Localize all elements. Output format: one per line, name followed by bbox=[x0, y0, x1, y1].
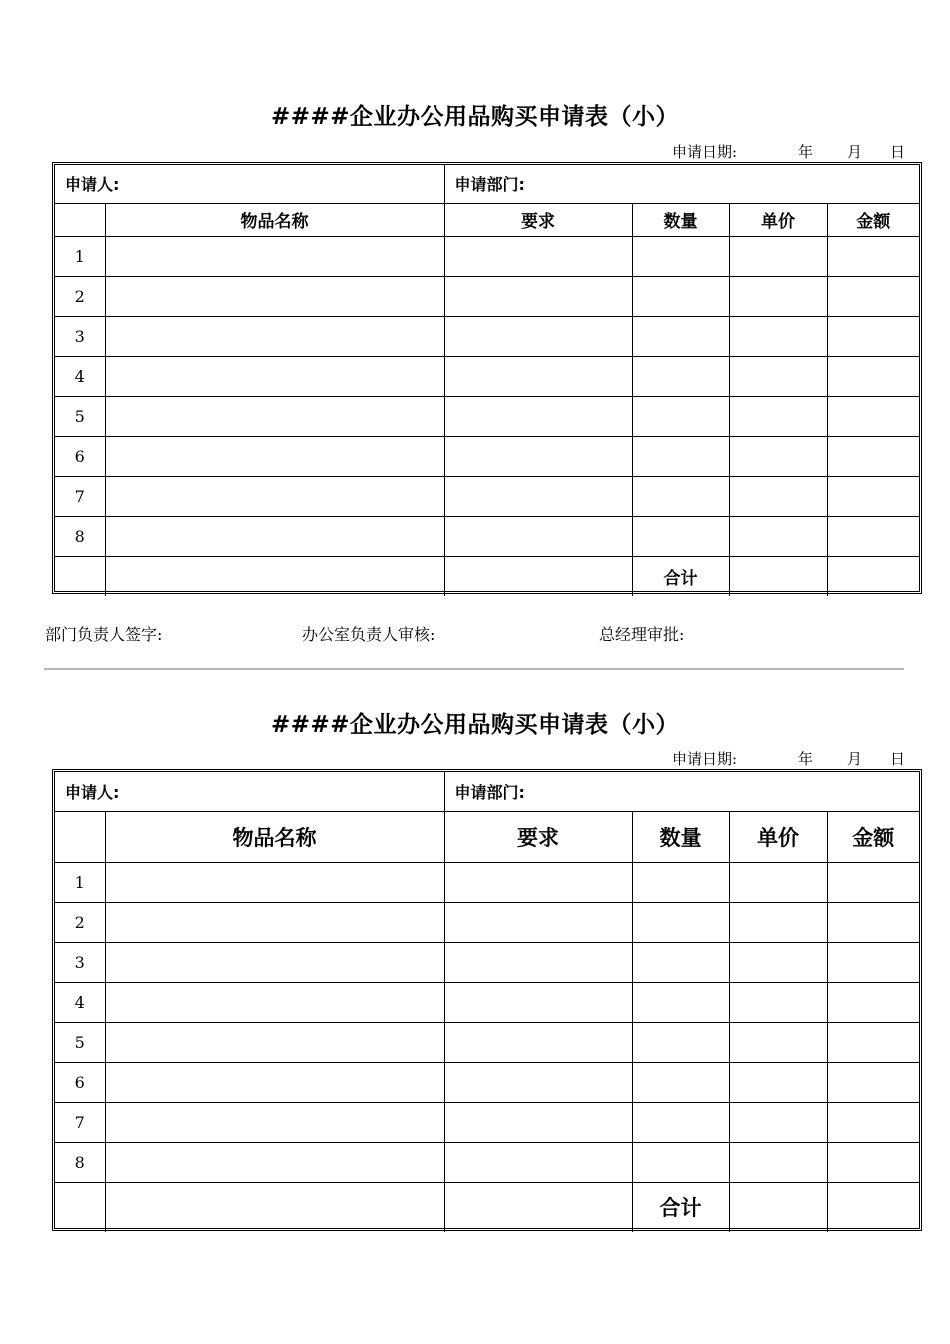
row-number: 2 bbox=[55, 902, 105, 942]
amount-cell[interactable] bbox=[827, 1142, 919, 1182]
purchase-request-table bbox=[52, 162, 922, 594]
office-head-review-label: 办公室负责人审核: bbox=[302, 625, 436, 644]
unit-price-cell[interactable] bbox=[729, 902, 827, 942]
quantity-cell[interactable] bbox=[632, 942, 729, 982]
applicant-field[interactable] bbox=[55, 772, 444, 811]
unit-price-cell[interactable] bbox=[729, 1142, 827, 1182]
table-row bbox=[55, 276, 919, 316]
item-name-cell[interactable] bbox=[105, 316, 444, 356]
quantity-cell[interactable] bbox=[632, 276, 729, 316]
total-label: 合计 bbox=[632, 1182, 729, 1232]
date-day: 日 bbox=[890, 750, 906, 768]
table-row bbox=[55, 316, 919, 356]
table-row bbox=[55, 982, 919, 1022]
unit-price-cell[interactable] bbox=[729, 436, 827, 476]
quantity-cell[interactable] bbox=[632, 1142, 729, 1182]
date-day: 日 bbox=[890, 143, 906, 161]
requirement-cell[interactable] bbox=[444, 902, 632, 942]
requirement-cell[interactable] bbox=[444, 476, 632, 516]
date-label: 申请日期: bbox=[672, 750, 738, 768]
quantity-cell[interactable] bbox=[632, 436, 729, 476]
cut-divider bbox=[44, 668, 904, 670]
unit-price-cell[interactable] bbox=[729, 356, 827, 396]
amount-cell[interactable] bbox=[827, 1022, 919, 1062]
column-header-requirement: 要求 bbox=[444, 811, 632, 862]
row-number: 1 bbox=[55, 862, 105, 902]
requirement-cell[interactable] bbox=[444, 1102, 632, 1142]
requirement-cell[interactable] bbox=[444, 356, 632, 396]
requirement-cell[interactable] bbox=[444, 516, 632, 556]
total-unit-price-cell[interactable] bbox=[729, 1182, 827, 1232]
quantity-cell[interactable] bbox=[632, 1062, 729, 1102]
purchase-request-table bbox=[52, 769, 922, 1231]
item-name-cell[interactable] bbox=[105, 356, 444, 396]
form-title: ####企业办公用品购买申请表（小） bbox=[270, 711, 680, 738]
department-field[interactable] bbox=[444, 165, 919, 203]
row-number: 3 bbox=[55, 942, 105, 982]
column-header-item-name: 物品名称 bbox=[105, 203, 444, 236]
amount-cell[interactable] bbox=[827, 862, 919, 902]
requirement-cell[interactable] bbox=[444, 316, 632, 356]
row-number: 4 bbox=[55, 982, 105, 1022]
total-row-index bbox=[55, 556, 105, 596]
table-row bbox=[55, 356, 919, 396]
amount-cell[interactable] bbox=[827, 942, 919, 982]
column-header-amount: 金额 bbox=[827, 811, 919, 862]
dept-head-signature-label: 部门负责人签字: bbox=[45, 625, 163, 644]
unit-price-cell[interactable] bbox=[729, 396, 827, 436]
item-name-cell[interactable] bbox=[105, 982, 444, 1022]
total-row-item-name bbox=[105, 1182, 444, 1232]
requirement-cell[interactable] bbox=[444, 1142, 632, 1182]
amount-cell[interactable] bbox=[827, 436, 919, 476]
quantity-cell[interactable] bbox=[632, 356, 729, 396]
table-row bbox=[55, 1062, 919, 1102]
requirement-cell[interactable] bbox=[444, 396, 632, 436]
total-row-requirement bbox=[444, 556, 632, 596]
requirement-cell[interactable] bbox=[444, 436, 632, 476]
column-header-item-name: 物品名称 bbox=[105, 811, 444, 862]
unit-price-cell[interactable] bbox=[729, 862, 827, 902]
amount-cell[interactable] bbox=[827, 236, 919, 276]
column-header-requirement: 要求 bbox=[444, 203, 632, 236]
requirement-cell[interactable] bbox=[444, 1022, 632, 1062]
date-year: 年 bbox=[798, 143, 814, 161]
total-row-index bbox=[55, 1182, 105, 1232]
item-name-cell[interactable] bbox=[105, 516, 444, 556]
amount-cell[interactable] bbox=[827, 356, 919, 396]
department-field[interactable] bbox=[444, 772, 919, 811]
table-row bbox=[55, 476, 919, 516]
requirement-cell[interactable] bbox=[444, 276, 632, 316]
date-month: 月 bbox=[847, 143, 863, 161]
table-row bbox=[55, 902, 919, 942]
unit-price-cell[interactable] bbox=[729, 516, 827, 556]
requirement-cell[interactable] bbox=[444, 942, 632, 982]
unit-price-cell[interactable] bbox=[729, 316, 827, 356]
quantity-cell[interactable] bbox=[632, 236, 729, 276]
date-month: 月 bbox=[847, 750, 863, 768]
row-number: 6 bbox=[55, 436, 105, 476]
item-name-cell[interactable] bbox=[105, 902, 444, 942]
item-name-cell[interactable] bbox=[105, 276, 444, 316]
row-number: 3 bbox=[55, 316, 105, 356]
requirement-cell[interactable] bbox=[444, 982, 632, 1022]
unit-price-cell[interactable] bbox=[729, 982, 827, 1022]
amount-cell[interactable] bbox=[827, 316, 919, 356]
item-name-cell[interactable] bbox=[105, 1142, 444, 1182]
amount-cell[interactable] bbox=[827, 276, 919, 316]
total-row bbox=[55, 1182, 919, 1232]
amount-cell[interactable] bbox=[827, 902, 919, 942]
department-label: 申请部门: bbox=[454, 175, 525, 195]
table-row bbox=[55, 942, 919, 982]
applicant-field[interactable] bbox=[55, 165, 444, 203]
row-number: 7 bbox=[55, 1102, 105, 1142]
table-row bbox=[55, 1102, 919, 1142]
item-name-cell[interactable] bbox=[105, 236, 444, 276]
total-row-item-name bbox=[105, 556, 444, 596]
column-header-amount: 金额 bbox=[827, 203, 919, 236]
row-number: 6 bbox=[55, 1062, 105, 1102]
total-amount-cell[interactable] bbox=[827, 556, 919, 596]
item-name-cell[interactable] bbox=[105, 436, 444, 476]
table-row bbox=[55, 516, 919, 556]
unit-price-cell[interactable] bbox=[729, 942, 827, 982]
applicant-label: 申请人: bbox=[65, 175, 120, 195]
total-amount-cell[interactable] bbox=[827, 1182, 919, 1232]
quantity-cell[interactable] bbox=[632, 982, 729, 1022]
item-name-cell[interactable] bbox=[105, 942, 444, 982]
amount-cell[interactable] bbox=[827, 516, 919, 556]
quantity-cell[interactable] bbox=[632, 316, 729, 356]
date-label: 申请日期: bbox=[672, 143, 738, 161]
quantity-cell[interactable] bbox=[632, 396, 729, 436]
row-number: 2 bbox=[55, 276, 105, 316]
item-name-cell[interactable] bbox=[105, 1062, 444, 1102]
total-unit-price-cell[interactable] bbox=[729, 556, 827, 596]
item-name-cell[interactable] bbox=[105, 1102, 444, 1142]
quantity-cell[interactable] bbox=[632, 476, 729, 516]
requirement-cell[interactable] bbox=[444, 862, 632, 902]
unit-price-cell[interactable] bbox=[729, 236, 827, 276]
row-number: 1 bbox=[55, 236, 105, 276]
quantity-cell[interactable] bbox=[632, 862, 729, 902]
row-number: 8 bbox=[55, 516, 105, 556]
amount-cell[interactable] bbox=[827, 396, 919, 436]
item-name-cell[interactable] bbox=[105, 476, 444, 516]
column-header-index bbox=[55, 811, 105, 862]
table-row bbox=[55, 1022, 919, 1062]
table-row bbox=[55, 436, 919, 476]
general-manager-approval-label: 总经理审批: bbox=[599, 625, 685, 644]
amount-cell[interactable] bbox=[827, 1062, 919, 1102]
table-row bbox=[55, 1142, 919, 1182]
unit-price-cell[interactable] bbox=[729, 1022, 827, 1062]
total-label: 合计 bbox=[632, 556, 729, 596]
item-name-cell[interactable] bbox=[105, 396, 444, 436]
applicant-label: 申请人: bbox=[65, 782, 120, 802]
row-number: 5 bbox=[55, 396, 105, 436]
unit-price-cell[interactable] bbox=[729, 476, 827, 516]
unit-price-cell[interactable] bbox=[729, 276, 827, 316]
table-row bbox=[55, 396, 919, 436]
column-header-quantity: 数量 bbox=[632, 203, 729, 236]
item-name-cell[interactable] bbox=[105, 1022, 444, 1062]
quantity-cell[interactable] bbox=[632, 516, 729, 556]
quantity-cell[interactable] bbox=[632, 1102, 729, 1142]
column-header-index bbox=[55, 203, 105, 236]
column-header-unit-price: 单价 bbox=[729, 811, 827, 862]
row-number: 4 bbox=[55, 356, 105, 396]
row-number: 8 bbox=[55, 1142, 105, 1182]
requirement-cell[interactable] bbox=[444, 236, 632, 276]
quantity-cell[interactable] bbox=[632, 902, 729, 942]
form-title: ####企业办公用品购买申请表（小） bbox=[270, 103, 680, 130]
total-row bbox=[55, 556, 919, 596]
table-row bbox=[55, 862, 919, 902]
column-header-quantity: 数量 bbox=[632, 811, 729, 862]
unit-price-cell[interactable] bbox=[729, 1062, 827, 1102]
row-number: 5 bbox=[55, 1022, 105, 1062]
table-row bbox=[55, 236, 919, 276]
item-name-cell[interactable] bbox=[105, 862, 444, 902]
requirement-cell[interactable] bbox=[444, 1062, 632, 1102]
amount-cell[interactable] bbox=[827, 982, 919, 1022]
date-year: 年 bbox=[798, 750, 814, 768]
total-row-requirement bbox=[444, 1182, 632, 1232]
amount-cell[interactable] bbox=[827, 476, 919, 516]
row-number: 7 bbox=[55, 476, 105, 516]
quantity-cell[interactable] bbox=[632, 1022, 729, 1062]
department-label: 申请部门: bbox=[454, 782, 525, 802]
column-header-unit-price: 单价 bbox=[729, 203, 827, 236]
amount-cell[interactable] bbox=[827, 1102, 919, 1142]
unit-price-cell[interactable] bbox=[729, 1102, 827, 1142]
